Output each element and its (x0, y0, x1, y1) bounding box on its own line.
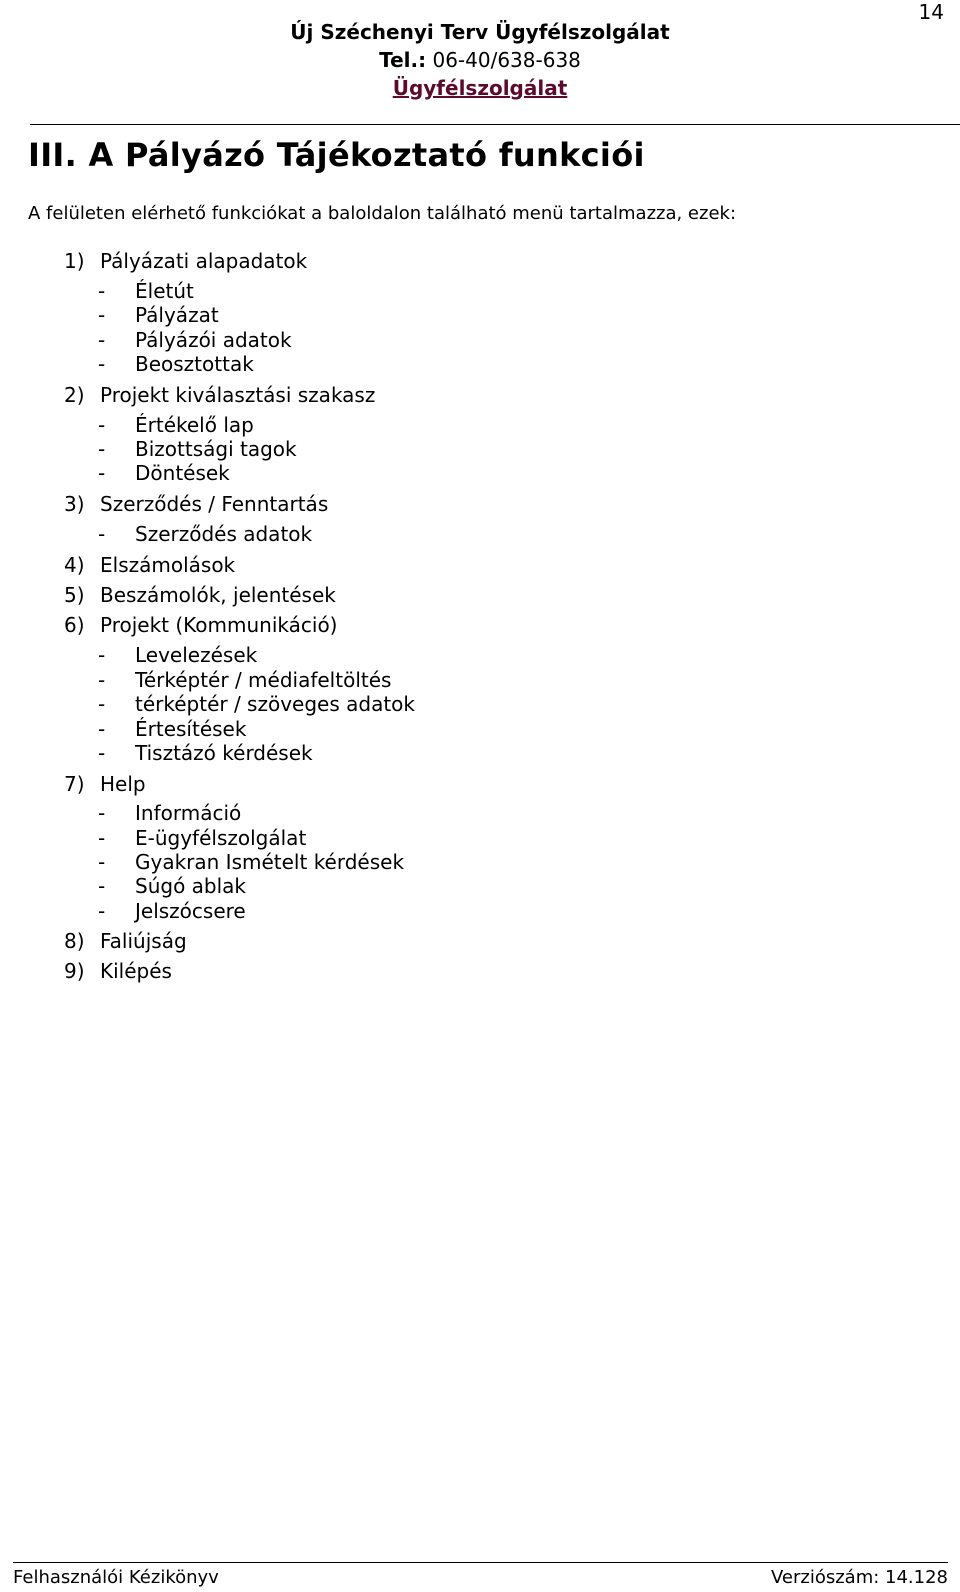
subitem-dash: - (98, 643, 106, 667)
menu-item-label: Projekt kiválasztási szakasz (100, 383, 376, 407)
subitem-dash: - (98, 352, 106, 376)
subitem-dash: - (98, 437, 106, 461)
header-link[interactable]: Ügyfélszolgálat (392, 76, 568, 100)
menu-subitem (98, 302, 219, 328)
subitem-dash: - (98, 279, 106, 303)
menu-subitem-label: Szerződés adatok (135, 522, 313, 546)
menu-item-number: 8) (64, 929, 85, 953)
menu-item-number: 1) (64, 249, 85, 273)
menu-subitem-label: Értékelő lap (135, 413, 254, 437)
menu-subitem (98, 898, 246, 924)
footer-version: Verziószám: 14.128 (770, 1567, 948, 1588)
header-tel-number: 06-40/638-638 (432, 48, 581, 72)
menu-subitem-label: térképtér / szöveges adatok (135, 692, 415, 716)
menu-item-label: Projekt (Kommunikáció) (100, 613, 338, 637)
menu-subitem (98, 278, 194, 304)
menu-subitem-label: Jelszócsere (135, 899, 246, 923)
subitem-dash: - (98, 522, 106, 546)
menu-subitem (98, 800, 241, 826)
subitem-dash: - (98, 413, 106, 437)
subitem-dash: - (98, 692, 106, 716)
menu-subitem (98, 521, 312, 547)
menu-subitem (98, 351, 254, 377)
menu-item (64, 491, 328, 517)
subitem-dash: - (98, 826, 106, 850)
menu-subitem (98, 740, 313, 766)
menu-item-number: 4) (64, 553, 85, 577)
section-title: III. A Pályázó Tájékoztató funkciói (28, 136, 645, 174)
footer-manual-title: Felhasználói Kézikönyv (13, 1567, 219, 1588)
menu-subitem (98, 825, 306, 851)
menu-subitem-label: Beosztottak (135, 352, 254, 376)
menu-item-number: 6) (64, 613, 85, 637)
menu-item-number: 2) (64, 383, 85, 407)
subitem-dash: - (98, 850, 106, 874)
menu-item (64, 552, 235, 578)
menu-subitem-label: Döntések (135, 461, 230, 485)
menu-subitem-label: Gyakran Ismételt kérdések (135, 850, 405, 874)
menu-item (64, 612, 337, 638)
menu-item (64, 958, 172, 984)
menu-item-number: 5) (64, 583, 85, 607)
header-divider (30, 124, 960, 125)
menu-subitem-label: Bizottsági tagok (135, 437, 297, 461)
menu-item-label: Kilépés (100, 959, 172, 983)
menu-subitem-label: Pályázói adatok (135, 328, 292, 352)
menu-item-label: Beszámolók, jelentések (100, 583, 336, 607)
menu-item-number: 7) (64, 772, 85, 796)
menu-subitem (98, 412, 254, 438)
menu-item-label: Pályázati alapadatok (100, 249, 308, 273)
menu-item-label: Szerződés / Fenntartás (100, 492, 329, 516)
subitem-dash: - (98, 741, 106, 765)
menu-subitem (98, 436, 297, 462)
menu-subitem-label: Információ (135, 801, 242, 825)
page-footer (13, 1562, 948, 1592)
header-title: Új Széchenyi Terv Ügyfélszolgálat (290, 20, 670, 44)
header-tel (0, 46, 960, 74)
menu-subitem (98, 716, 246, 742)
menu-subitem-label: Értesítések (135, 717, 247, 741)
subitem-dash: - (98, 717, 106, 741)
menu-subitem-label: Levelezések (135, 643, 258, 667)
menu-item (64, 582, 336, 608)
subitem-dash: - (98, 801, 106, 825)
intro-text: A felületen elérhető funkciókat a baloldalon található menü tartalmazza, ezek: (28, 203, 737, 224)
menu-subitem-label: Súgó ablak (135, 874, 247, 898)
subitem-dash: - (98, 328, 106, 352)
subitem-dash: - (98, 303, 106, 327)
subitem-dash: - (98, 899, 106, 923)
menu-item-label: Elszámolások (100, 553, 236, 577)
menu-item (64, 382, 375, 408)
menu-subitem (98, 667, 391, 693)
menu-subitem-label: Térképtér / médiafeltöltés (135, 668, 392, 692)
menu-item (64, 928, 187, 954)
page-number: 14 (918, 0, 944, 24)
menu-subitem-label: E-ügyfélszolgálat (135, 826, 307, 850)
header-tel-label: Tel.: (379, 48, 427, 72)
menu-subitem-label: Életút (135, 279, 194, 303)
page-header (0, 18, 960, 102)
menu-item (64, 771, 146, 797)
subitem-dash: - (98, 668, 106, 692)
menu-item-label: Help (100, 772, 146, 796)
menu-item (64, 248, 307, 274)
menu-subitem-label: Pályázat (135, 303, 219, 327)
menu-subitem (98, 460, 230, 486)
menu-subitem (98, 873, 246, 899)
menu-item-number: 9) (64, 959, 85, 983)
subitem-dash: - (98, 874, 106, 898)
subitem-dash: - (98, 461, 106, 485)
menu-subitem-label: Tisztázó kérdések (135, 741, 313, 765)
menu-item-number: 3) (64, 492, 85, 516)
menu-subitem (98, 849, 404, 875)
menu-subitem (98, 327, 292, 353)
menu-subitem (98, 691, 415, 717)
menu-item-label: Faliújság (100, 929, 187, 953)
menu-subitem (98, 642, 257, 668)
